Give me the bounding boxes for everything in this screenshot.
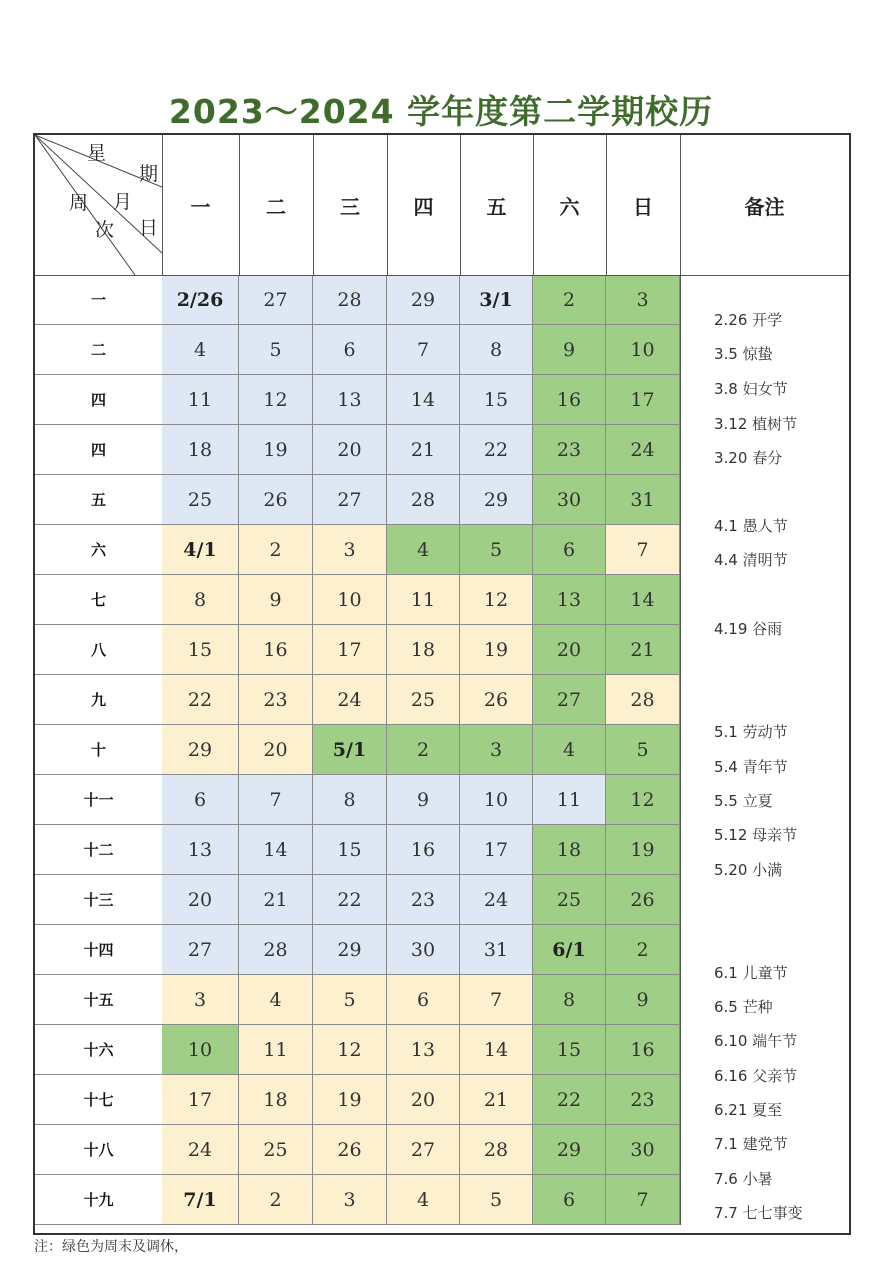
date-cell: 5 [460,1175,533,1225]
week-label: 二 [35,325,162,375]
date-cell: 19 [606,825,680,875]
date-cell: 23 [533,425,606,475]
date-cell: 11 [533,775,606,825]
date-cell: 9 [387,775,460,825]
week-label: 十一 [35,775,162,825]
corner-label-ri: 日 [139,217,159,239]
grid-divider [239,135,240,275]
date-cell: 8 [533,975,606,1025]
date-cell: 13 [313,375,387,425]
date-cell: 28 [460,1125,533,1175]
grid-divider [533,135,534,275]
date-cell: 23 [239,675,313,725]
date-cell: 4 [162,325,239,375]
note-item: 3.20 春分 [714,449,783,467]
header-day-1: 一 [190,194,211,219]
calendar-table [33,133,851,1235]
date-cell: 29 [387,275,460,325]
date-cell: 27 [387,1125,460,1175]
date-cell: 8 [162,575,239,625]
header-day-4: 四 [413,194,434,219]
date-cell: 17 [162,1075,239,1125]
header-notes: 备注 [744,194,785,219]
date-cell: 20 [239,725,313,775]
corner-label-xing: 星 [87,142,107,164]
week-label: 十八 [35,1125,162,1175]
note-item: 6.21 夏至 [714,1101,783,1119]
date-cell: 27 [313,475,387,525]
date-cell: 20 [533,625,606,675]
corner-header [35,135,162,275]
date-cell: 29 [162,725,239,775]
date-cell: 31 [460,925,533,975]
note-item: 4.1 愚人节 [714,517,788,535]
note-item: 7.1 建党节 [714,1135,788,1153]
note-item: 4.4 清明节 [714,551,788,569]
date-cell: 23 [606,1075,680,1125]
date-cell: 15 [533,1025,606,1075]
date-cell: 14 [239,825,313,875]
note-item: 6.1 儿童节 [714,964,788,982]
date-cell: 2 [533,275,606,325]
corner-label-ci: 次 [95,219,115,241]
date-cell: 11 [239,1025,313,1075]
date-cell: 9 [239,575,313,625]
date-cell: 3 [313,1175,387,1225]
date-cell: 8 [313,775,387,825]
date-cell: 26 [606,875,680,925]
grid-divider [460,135,461,275]
date-cell: 17 [313,625,387,675]
date-cell: 13 [162,825,239,875]
date-cell: 28 [313,275,387,325]
week-label: 五 [35,475,162,525]
date-cell: 5 [606,725,680,775]
corner-label-zhou: 周 [69,192,89,214]
note-item: 3.8 妇女节 [714,380,788,398]
date-cell: 16 [606,1025,680,1075]
date-cell: 12 [313,1025,387,1075]
date-cell: 24 [606,425,680,475]
note-item: 2.26 开学 [714,311,783,329]
note-item: 6.16 父亲节 [714,1067,798,1085]
date-cell: 24 [460,875,533,925]
grid-divider [162,135,163,275]
week-label: 九 [35,675,162,725]
date-cell: 7 [606,525,680,575]
date-cell: 3 [313,525,387,575]
date-cell: 19 [239,425,313,475]
week-label: 十七 [35,1075,162,1125]
date-cell: 22 [162,675,239,725]
date-cell: 4 [239,975,313,1025]
week-label: 四 [35,425,162,475]
date-cell: 10 [460,775,533,825]
week-label: 十四 [35,925,162,975]
date-cell: 8 [460,325,533,375]
date-cell: 18 [533,825,606,875]
date-cell: 20 [313,425,387,475]
date-cell: 17 [606,375,680,425]
date-cell: 26 [313,1125,387,1175]
date-cell: 3 [606,275,680,325]
date-cell: 24 [313,675,387,725]
date-cell: 25 [533,875,606,925]
date-cell: 26 [239,475,313,525]
grid-divider [313,135,314,275]
date-cell: 7/1 [162,1175,239,1225]
date-cell: 21 [460,1075,533,1125]
week-label: 七 [35,575,162,625]
header-day-6: 六 [559,194,580,219]
week-label: 十五 [35,975,162,1025]
date-cell: 19 [313,1075,387,1125]
week-label: 六 [35,525,162,575]
date-cell: 3 [460,725,533,775]
date-cell: 23 [387,875,460,925]
date-cell: 11 [387,575,460,625]
date-cell: 30 [606,1125,680,1175]
date-cell: 2 [239,1175,313,1225]
date-cell: 5 [313,975,387,1025]
note-item: 3.5 惊蛰 [714,345,773,363]
date-cell: 27 [162,925,239,975]
date-cell: 2 [387,725,460,775]
date-cell: 5 [239,325,313,375]
date-cell: 28 [239,925,313,975]
date-cell: 20 [162,875,239,925]
date-cell: 15 [460,375,533,425]
date-cell: 3 [162,975,239,1025]
date-cell: 6 [313,325,387,375]
date-cell: 22 [533,1075,606,1125]
footnote: 注：绿色为周末及调休， [34,1239,188,1255]
date-cell: 28 [387,475,460,525]
corner-label-yue: 月 [113,191,133,213]
date-cell: 6 [162,775,239,825]
note-item: 5.5 立夏 [714,792,773,810]
date-cell: 6 [533,525,606,575]
date-cell: 16 [533,375,606,425]
header-divider [35,275,849,276]
date-cell: 15 [313,825,387,875]
date-cell: 6 [533,1175,606,1225]
week-label: 十九 [35,1175,162,1225]
header-day-2: 二 [266,194,286,219]
date-cell: 30 [387,925,460,975]
date-cell: 25 [239,1125,313,1175]
date-cell: 17 [460,825,533,875]
date-cell: 4 [387,525,460,575]
week-label: 八 [35,625,162,675]
note-item: 4.19 谷雨 [714,620,783,638]
date-cell: 21 [606,625,680,675]
date-cell: 6/1 [533,925,606,975]
date-cell: 16 [387,825,460,875]
date-cell: 12 [460,575,533,625]
grid-divider [680,135,681,1225]
date-cell: 4/1 [162,525,239,575]
date-cell: 7 [606,1175,680,1225]
date-cell: 24 [162,1125,239,1175]
note-item: 7.7 七七事变 [714,1204,803,1222]
date-cell: 4 [387,1175,460,1225]
date-cell: 11 [162,375,239,425]
date-cell: 2 [239,525,313,575]
date-cell: 7 [460,975,533,1025]
date-cell: 2 [606,925,680,975]
date-cell: 9 [606,975,680,1025]
date-cell: 29 [460,475,533,525]
date-cell: 20 [387,1075,460,1125]
date-cell: 18 [387,625,460,675]
date-cell: 13 [387,1025,460,1075]
corner-label-qi: 期 [139,163,159,185]
date-cell: 18 [162,425,239,475]
week-label: 十三 [35,875,162,925]
note-item: 5.1 劳动节 [714,723,788,741]
date-cell: 12 [606,775,680,825]
date-cell: 31 [606,475,680,525]
date-cell: 29 [313,925,387,975]
week-label: 一 [35,275,162,325]
note-item: 5.12 母亲节 [714,826,798,844]
date-cell: 7 [239,775,313,825]
header-day-7: 日 [633,194,653,219]
date-cell: 3/1 [460,275,533,325]
date-cell: 16 [239,625,313,675]
date-cell: 12 [239,375,313,425]
date-cell: 9 [533,325,606,375]
note-item: 3.12 植树节 [714,415,798,433]
date-cell: 7 [387,325,460,375]
date-cell: 10 [606,325,680,375]
date-cell: 27 [239,275,313,325]
date-cell: 14 [387,375,460,425]
note-item: 5.4 青年节 [714,758,788,776]
date-cell: 2/26 [162,275,239,325]
date-cell: 30 [533,475,606,525]
grid-divider [606,135,607,275]
date-cell: 19 [460,625,533,675]
note-item: 6.5 芒种 [714,998,773,1016]
header-day-5: 五 [486,194,507,219]
date-cell: 14 [460,1025,533,1075]
date-cell: 25 [162,475,239,525]
date-cell: 5/1 [313,725,387,775]
date-cell: 15 [162,625,239,675]
date-cell: 5 [460,525,533,575]
date-cell: 6 [387,975,460,1025]
date-cell: 14 [606,575,680,625]
date-cell: 26 [460,675,533,725]
date-cell: 29 [533,1125,606,1175]
date-cell: 21 [387,425,460,475]
header-day-3: 三 [340,194,360,219]
date-cell: 22 [313,875,387,925]
page-title: 2023～2024 学年度第二学期校历 [168,92,714,131]
grid-divider [387,135,388,275]
date-cell: 21 [239,875,313,925]
week-label: 四 [35,375,162,425]
date-cell: 22 [460,425,533,475]
note-item: 7.6 小暑 [714,1170,773,1188]
date-cell: 25 [387,675,460,725]
date-cell: 10 [162,1025,239,1075]
date-cell: 13 [533,575,606,625]
date-cell: 27 [533,675,606,725]
week-label: 十二 [35,825,162,875]
week-label: 十六 [35,1025,162,1075]
date-cell: 18 [239,1075,313,1125]
date-cell: 28 [606,675,680,725]
date-cell: 10 [313,575,387,625]
date-cell: 4 [533,725,606,775]
note-item: 6.10 端午节 [714,1032,798,1050]
note-item: 5.20 小满 [714,861,783,879]
week-label: 十 [35,725,162,775]
